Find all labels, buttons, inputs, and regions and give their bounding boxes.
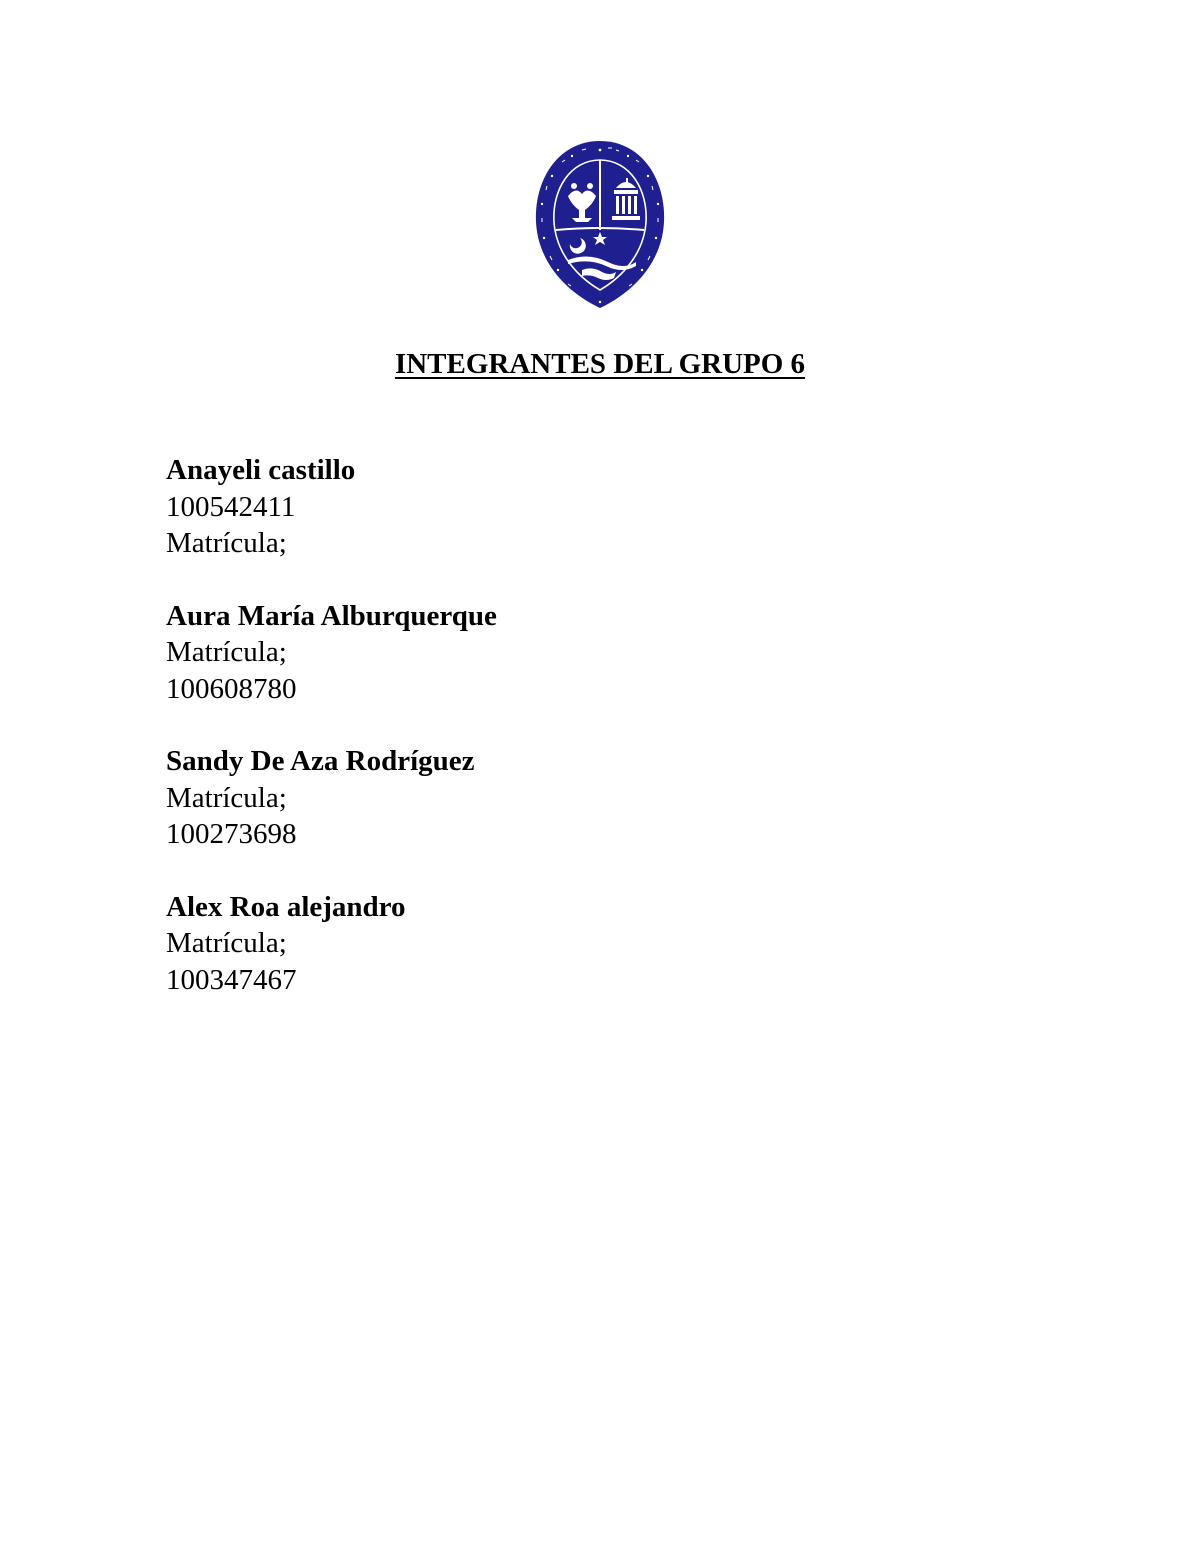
member-line-3: Matrícula;: [166, 527, 287, 559]
list-item: [166, 452, 1066, 562]
member-name: Sandy De Aza Rodríguez: [166, 745, 475, 777]
member-line-2: Matrícula;: [166, 781, 287, 814]
list-item: [166, 598, 1066, 708]
member-line-3: 100608780: [166, 672, 297, 705]
member-line-2: Matrícula;: [166, 927, 287, 959]
member-line-3: 100347467: [166, 963, 297, 996]
page-title: INTEGRANTES DEL GRUPO 6: [394, 348, 806, 380]
member-line-3: 100273698: [166, 818, 297, 850]
member-line-2: Matrícula;: [166, 636, 287, 668]
member-name: Aura María Alburquerque: [166, 599, 497, 632]
member-line-2: 100542411: [166, 490, 296, 523]
member-name: Anayeli castillo: [166, 454, 356, 486]
university-seal-icon: [532, 138, 668, 310]
member-name: Alex Roa alejandro: [166, 890, 406, 923]
member-list: [166, 452, 1066, 1034]
list-item: [166, 889, 1066, 999]
list-item: [166, 743, 1066, 853]
